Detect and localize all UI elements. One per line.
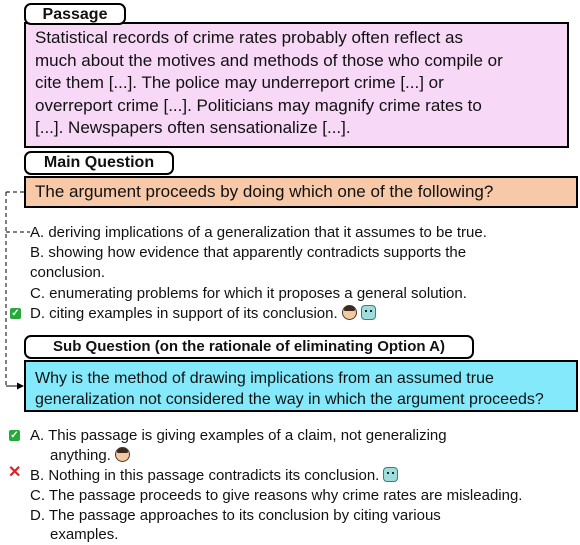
main-option-a: A. deriving implications of a generalization that it assumes to be true.: [30, 224, 487, 241]
passage-box: [24, 22, 569, 148]
sub-option-c: C. The passage proceeds to give reasons why crime rates are misleading.: [30, 487, 523, 504]
sub-option-a-row: [50, 446, 130, 466]
human-icon: [115, 447, 130, 462]
check-icon: ✓: [10, 430, 19, 441]
human-icon: [342, 305, 357, 320]
passage-line: [...]. Newspapers often sensationalize [...].: [35, 118, 351, 137]
robot-icon: [361, 305, 376, 320]
main-question-label: Main Question: [24, 151, 174, 175]
passage-line: much about the motives and methods of those who compile or: [35, 50, 503, 70]
main-question-text: The argument proceeds by doing which one of the following?: [35, 182, 494, 201]
sub-option-d-continued: examples.: [50, 526, 119, 543]
main-option-b-continued: conclusion.: [30, 264, 106, 281]
sub-question-line: Why is the method of drawing implications from an assumed true: [35, 370, 494, 387]
passage-line: Statistical records of crime rates probably often reflect as: [35, 28, 464, 47]
passage-line: cite them [...]. The police may underreport crime [...] or: [35, 73, 444, 92]
sub-option-b: B. Nothing in this passage contradicts its conclusion.: [30, 467, 380, 484]
sub-question-box: [24, 360, 578, 412]
sub-question-line: generalization not considered the way in which the argument proceeds?: [35, 391, 544, 408]
main-option-d-row: [30, 304, 376, 324]
main-option-b: B. showing how evidence that apparently contradicts supports the: [30, 244, 467, 261]
robot-icon: [383, 467, 398, 482]
connector-arrowhead: [17, 383, 24, 390]
sub-option-b-row: [30, 466, 398, 486]
sub-question-label: Sub Question (on the rationale of eliminating Option A): [24, 335, 474, 359]
cross-icon: ✕: [8, 464, 22, 481]
main-option-c: C. enumerating problems for which it proposes a general solution.: [30, 285, 467, 302]
passage-label: Passage: [24, 3, 126, 25]
sub-option-a-continued: anything.: [50, 447, 111, 464]
main-question-box: [24, 176, 578, 208]
sub-option-a: A. This passage is giving examples of a claim, not generalizing: [30, 427, 447, 444]
sub-option-d: D. The passage approaches to its conclusion by citing various: [30, 507, 441, 524]
check-icon: ✓: [11, 308, 20, 319]
passage-line: overreport crime [...]. Politicians may magnify crime rates to: [35, 95, 482, 115]
main-option-d: D. citing examples in support of its conclusion.: [30, 305, 338, 322]
